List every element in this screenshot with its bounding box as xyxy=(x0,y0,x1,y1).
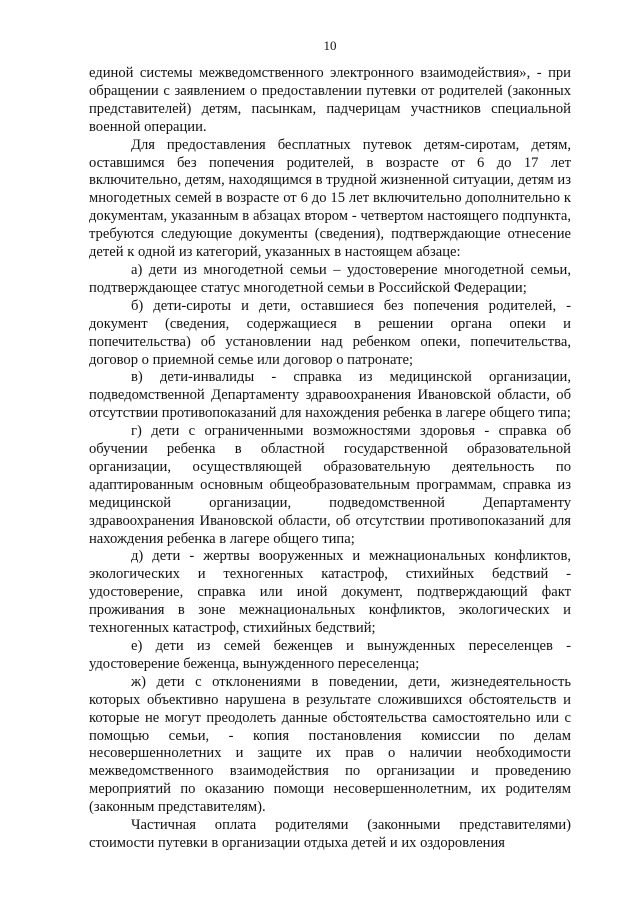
paragraph-6: г) дети с ограниченными возможностями здоровья - справка об обучении ребенка в областной государственной образовательной организации, осуществляющей образовательную деятельность по адаптированным основным общеобразовательным программам, справка из медицинской организации, подведомственной Департаменту здравоохранения Ивановской области, об отсутствии противопоказаний для нахождения ребенка в лагере общего типа; xyxy=(89,423,571,547)
paragraph-10: Частичная оплата родителями (законными представителями) стоимости путевки в организации отдыха детей и их оздоровления xyxy=(89,817,571,851)
document-body xyxy=(89,65,571,853)
paragraph-1: единой системы межведомственного электронного взаимодействия», - при обращении с заявлением о предоставлении путевки от родителей (законных представителей) детям, пасынкам, падчерицам участников специальной военной операции. xyxy=(89,65,571,135)
paragraph-4: б) дети-сироты и дети, оставшиеся без попечения родителей, - документ (сведения, содержащиеся в решении органа опеки и попечительства) об установлении над ребенком опеки, попечительства, договор о приемной семье или договор о патронате; xyxy=(89,297,571,368)
page-number: 10 xyxy=(323,38,337,53)
paragraph-7: д) дети - жертвы вооруженных и межнациональных конфликтов, экологических и техногенных катастроф, стихийных бедствий - удостоверение, справка или иной документ, подтверждающий факт проживания в зоне межнациональных конфликтов, экологических и техногенных катастроф, стихийных бедствий; xyxy=(89,548,571,637)
paragraph-2: Для предоставления бесплатных путевок детям-сиротам, детям, оставшимся без попечения родителей, в возрасте от 6 до 17 лет включительно, детям, находящимся в трудной жизненной ситуации, детям из многодетных семей в возрасте от 6 до 15 лет включительно дополнительно к документам, указанным в абзацах втором - четвертом настоящего подпункта, требуются следующие документы (сведения), подтверждающие отнесение детей к одной из категорий, указанных в настоящем абзаце: xyxy=(89,136,571,261)
paragraph-3: а) дети из многодетной семьи – удостоверение многодетной семьи, подтверждающее статус многодетной семьи в Российской Федерации; xyxy=(89,261,571,296)
paragraph-5: в) дети-инвалиды - справка из медицинской организации, подведомственной Департаменту здравоохранения Ивановской области, об отсутствии противопоказаний для нахождения ребенка в лагере общего типа; xyxy=(89,369,571,422)
paragraph-8: е) дети из семей беженцев и вынужденных переселенцев - удостоверение беженца, вынужденного переселенца; xyxy=(89,638,571,672)
paragraph-9: ж) дети с отклонениями в поведении, дети, жизнедеятельность которых объективно нарушена в результате сложившихся обстоятельств и которые не могут преодолеть данные обстоятельства самостоятельно или с помощью семьи, - копия постановления комиссии по делам несовершеннолетних и защите их прав о наличии необходимости межведомственного взаимодействия по организации и проведению мероприятий по оказанию помощи несовершеннолетним, их родителям (законным представителям). xyxy=(89,673,571,816)
